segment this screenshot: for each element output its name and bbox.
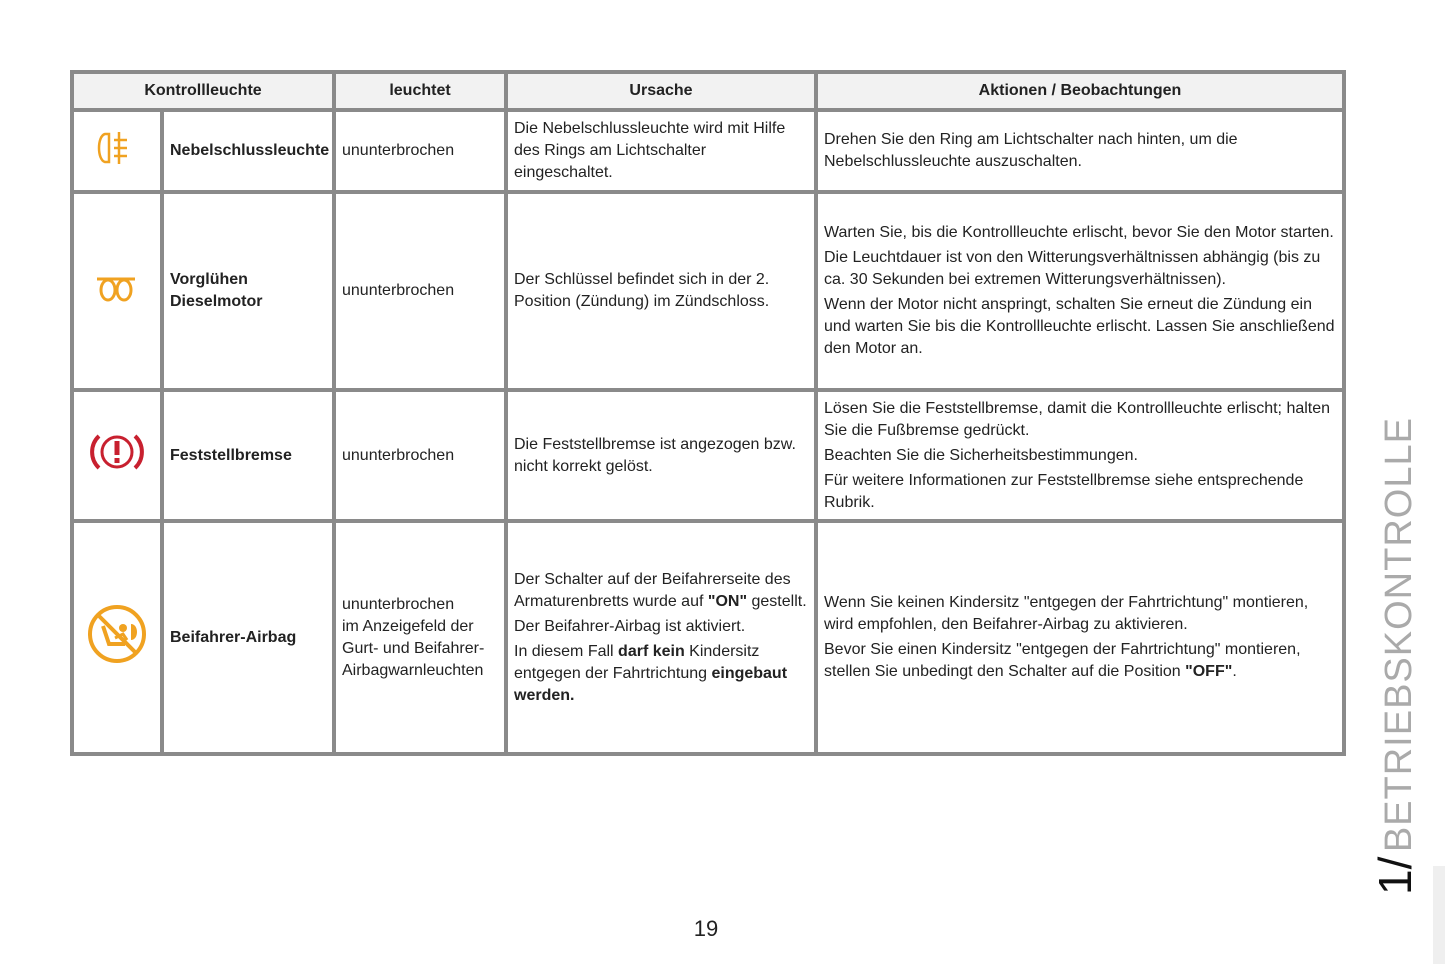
text-segment: Der Schlüssel befindet sich in der 2. Position (Zündung) im Zündschloss. (514, 271, 770, 310)
name-line: Dieselmotor (170, 293, 263, 310)
icon-cell (72, 521, 162, 754)
icon-cell (72, 110, 162, 192)
actions-paragraph (824, 129, 1336, 173)
table-row (72, 521, 1344, 754)
warning-light-name (162, 192, 334, 390)
text-segment: darf kein (618, 642, 685, 660)
chapter-tab (1368, 417, 1422, 895)
cause-cell (506, 110, 816, 192)
warning-lights-table (70, 70, 1346, 756)
text-segment: Bevor Sie einen Kindersitz "entgegen der Fahrtrichtung" montieren, stellen Sie unbedingt den Schalter auf die Position (824, 641, 1301, 680)
lights-cell (334, 192, 506, 390)
actions-cell (816, 192, 1344, 390)
table-row (72, 110, 1344, 192)
header-ursache: Ursache (506, 72, 816, 110)
name-line: Beifahrer-Airbag (170, 628, 297, 646)
actions-paragraph (824, 639, 1336, 683)
actions-paragraph (824, 398, 1336, 442)
name-line: Vorglühen (170, 271, 248, 288)
scrollbar[interactable] (1433, 866, 1445, 964)
text-segment: . (1232, 663, 1237, 680)
cause-cell (506, 192, 816, 390)
cause-cell (506, 521, 816, 754)
name-line: Feststellbremse (170, 446, 292, 464)
rear-fog-light-icon (95, 153, 139, 170)
passenger-airbag-off-icon (87, 651, 147, 668)
lights-line: ununterbrochen (342, 446, 455, 464)
text-segment: Drehen Sie den Ring am Lichtschalter nach hinten, um die Nebelschlussleuchte auszuschalten. (824, 131, 1238, 170)
warning-light-name (162, 110, 334, 192)
text-segment: Die Feststellbremse ist angezogen bzw. nicht korrekt gelöst. (514, 435, 796, 475)
text-segment: Kindersitz entgegen der Fahrtrichtung (514, 642, 760, 682)
actions-paragraph (824, 470, 1336, 514)
chapter-title: BETRIEBSKONTROLLE (1378, 417, 1420, 853)
icon-cell (72, 192, 162, 390)
lights-line: im Anzeigefeld der Gurt- und Beifahrer-Airbagwarnleuchten (342, 617, 485, 679)
text-segment: Wenn der Motor nicht anspringt, schalten Sie erneut die Zündung ein und warten Sie bis die Kontrollleuchte erlischt. Lassen Sie anschließend den Motor an. (824, 296, 1335, 357)
cause-cell (506, 390, 816, 521)
cause-paragraph (514, 641, 808, 707)
lights-cell (334, 110, 506, 192)
warning-light-name (162, 390, 334, 521)
text-segment: Lösen Sie die Feststellbremse, damit die Kontrollleuchte erlischt; halten Sie die Fußbremse gedrückt. (824, 399, 1331, 439)
actions-paragraph (824, 222, 1336, 244)
text-segment: Für weitere Informationen zur Feststellbremse siehe entsprechende Rubrik. (824, 471, 1304, 511)
actions-cell (816, 521, 1344, 754)
cause-paragraph (514, 569, 808, 613)
warning-light-name (162, 521, 334, 754)
lights-line: ununterbrochen (342, 282, 455, 299)
actions-paragraph (824, 294, 1336, 360)
text-segment: In diesem Fall (514, 642, 619, 660)
text-segment: Die Nebelschlussleuchte wird mit Hilfe des Rings am Lichtschalter eingeschaltet. (514, 120, 786, 181)
text-segment: "ON" (707, 592, 748, 610)
page-number: 19 (693, 916, 719, 941)
text-segment: Beachten Sie die Sicherheitsbestimmungen. (824, 446, 1138, 464)
actions-paragraph (824, 592, 1336, 636)
actions-cell (816, 390, 1344, 521)
actions-paragraph (824, 247, 1336, 291)
table-row (72, 390, 1344, 521)
text-segment: gestellt. (747, 592, 807, 610)
header-kontrollleuchte: Kontrollleuchte (72, 72, 334, 110)
text-segment: Wenn Sie keinen Kindersitz "entgegen der Fahrtrichtung" montieren, wird empfohlen, den Beifahrer-Airbag zu aktivieren. (824, 594, 1309, 633)
lights-line: ununterbrochen (342, 595, 455, 613)
actions-paragraph (824, 445, 1336, 467)
text-segment: eingebaut werden. (514, 664, 788, 704)
text-segment: "OFF" (1185, 663, 1233, 680)
glow-plug-icon (95, 290, 139, 307)
cause-paragraph (514, 434, 808, 478)
cause-paragraph (514, 616, 808, 638)
lights-cell (334, 390, 506, 521)
parking-brake-icon (90, 460, 144, 477)
text-segment: Der Beifahrer-Airbag ist aktiviert. (514, 617, 746, 635)
cause-paragraph (514, 118, 808, 184)
lights-cell (334, 521, 506, 754)
text-segment: Der Schalter auf der Beifahrerseite des Armaturenbretts wurde auf (514, 570, 791, 610)
table-row (72, 192, 1344, 390)
icon-cell (72, 390, 162, 521)
name-line: Nebelschlussleuchte (170, 142, 330, 159)
text-segment: Die Leuchtdauer ist von den Witterungsverhältnissen abhängig (bis zu ca. 30 Sekunden bei extremen Witterungsverhältnissen). (824, 249, 1321, 288)
header-aktionen: Aktionen / Beobachtungen (816, 72, 1344, 110)
text-segment: Warten Sie, bis die Kontrollleuchte erlischt, bevor Sie den Motor starten. (824, 224, 1334, 241)
lights-line: ununterbrochen (342, 142, 455, 159)
actions-cell (816, 110, 1344, 192)
header-leuchtet: leuchtet (334, 72, 506, 110)
chapter-number: 1/ (1369, 856, 1421, 895)
cause-paragraph (514, 269, 808, 313)
table-header-row (72, 72, 1344, 110)
